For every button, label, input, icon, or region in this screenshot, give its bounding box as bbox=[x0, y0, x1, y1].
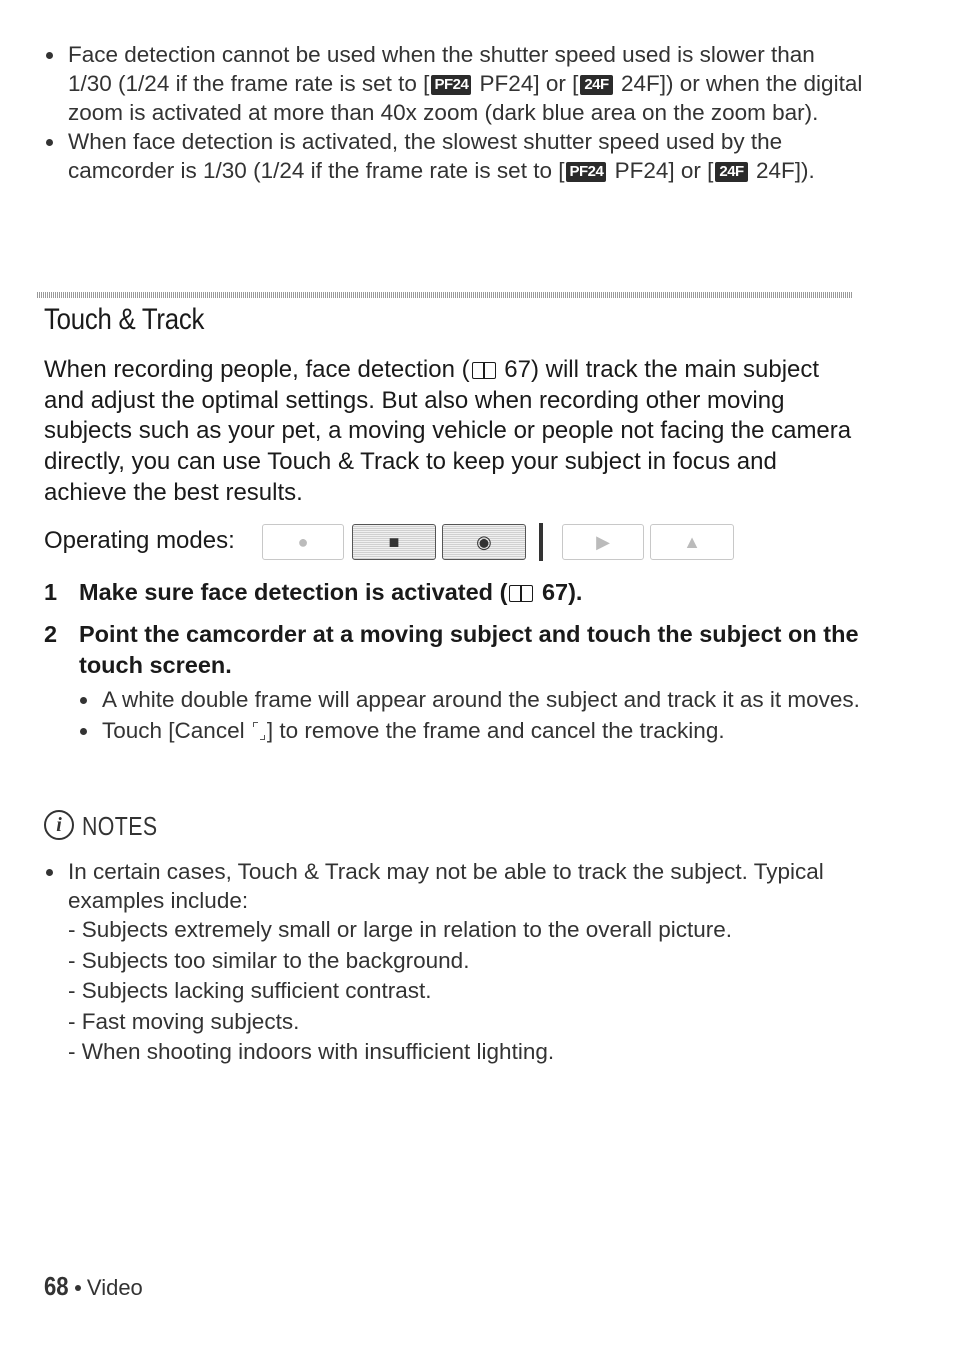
cancel-frame-icon bbox=[253, 722, 265, 740]
footer-bullet bbox=[75, 1285, 81, 1291]
top-bullet-list bbox=[44, 40, 864, 185]
section-divider bbox=[37, 292, 853, 298]
pf24-icon: PF24 bbox=[431, 75, 471, 95]
page-number: 68 bbox=[44, 1271, 69, 1301]
bullet-item: Face detection cannot be used when the shutter speed used is slower than 1/30 (1/24 if the frame rate is set to [ PF24 PF24] or [ 24F 24F]) or when the digital zoom is activated at more than 40x zoom (dark blue area on the zoom bar). bbox=[44, 40, 864, 127]
pf24-icon: PF24 bbox=[566, 162, 606, 182]
bullet-item: When face detection is activated, the slowest shutter speed used by the camcorder is 1/30 (1/24 if the frame rate is set to [ PF24 PF24] or [ 24F 24F]). bbox=[44, 127, 864, 185]
list-item: - Fast moving subjects. bbox=[68, 1008, 300, 1034]
24f-icon: 24F bbox=[580, 75, 612, 95]
bullet-item: A white double frame will appear around the subject and track it as it moves. bbox=[78, 685, 868, 715]
bullet-item: Touch [Cancel ] to remove the frame and cancel the tracking. bbox=[78, 716, 868, 746]
photo-mode-icon: ◉ bbox=[442, 524, 526, 560]
notes-dash-list bbox=[68, 915, 868, 1068]
playback-movie-icon: ▶ bbox=[562, 524, 644, 560]
book-reference-icon bbox=[508, 584, 534, 602]
footer-section: Video bbox=[86, 1275, 143, 1300]
list-item: - Subjects too similar to the background. bbox=[68, 947, 470, 973]
bullet-item: In certain cases, Touch & Track may not be able to track the subject. Typical examples include: bbox=[44, 857, 864, 915]
auto-mode-icon: ● bbox=[262, 524, 344, 560]
step-1: 1 Make sure face detection is activated ( 67). bbox=[44, 577, 864, 608]
info-icon: i bbox=[44, 810, 74, 840]
movie-mode-icon: ■ bbox=[352, 524, 436, 560]
page-footer bbox=[44, 1270, 143, 1304]
24f-icon: 24F bbox=[715, 162, 747, 182]
section-intro: When recording people, face detection ( 67) will track the main subject and adjust the optimal settings. But also when recording other moving subjects such as your pet, a moving vehicle or people not facing the camera directly, you can use Touch & Track to keep your subject in focus and achieve the best results. bbox=[44, 356, 852, 506]
list-item: - When shooting indoors with insufficient lighting. bbox=[68, 1039, 555, 1064]
book-reference-icon bbox=[471, 361, 497, 379]
notes-title: NOTES bbox=[82, 811, 158, 841]
list-item: - Subjects extremely small or large in relation to the overall picture. bbox=[68, 917, 733, 942]
list-item: - Subjects lacking sufficient contrast. bbox=[68, 978, 432, 1003]
step-2: 2 Point the camcorder at a moving subject and touch the subject on the touch screen. bbox=[44, 621, 859, 678]
step-bullet-list bbox=[78, 685, 868, 746]
step-number: 2 bbox=[44, 621, 58, 647]
operating-modes-label: Operating modes: bbox=[44, 527, 235, 554]
section-title: Touch & Track bbox=[44, 303, 205, 336]
mode-separator bbox=[539, 523, 543, 561]
notes-bullet-list bbox=[44, 857, 864, 915]
step-number: 1 bbox=[44, 579, 58, 605]
playback-photo-icon: ▲ bbox=[650, 524, 734, 560]
